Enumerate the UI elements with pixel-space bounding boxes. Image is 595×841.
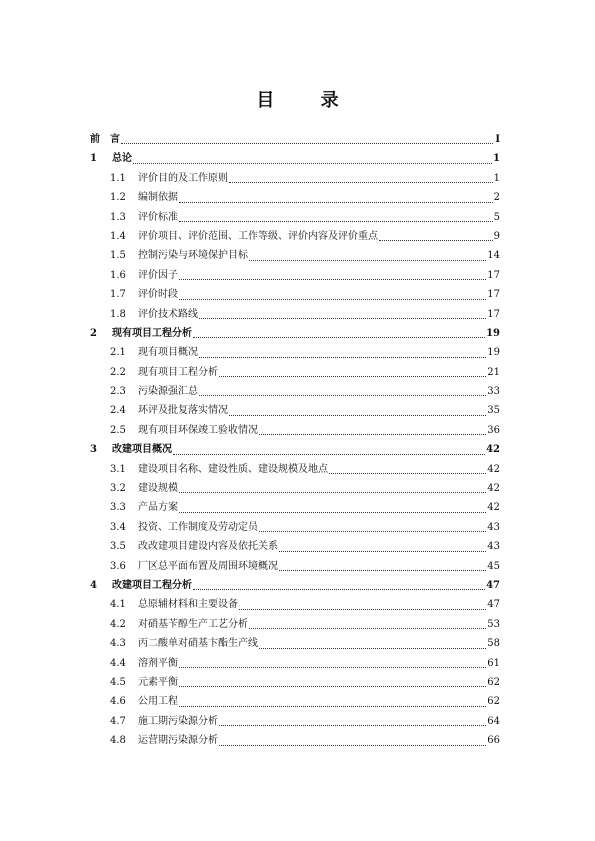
toc-entry-label: 改建项目概况 [112,444,172,456]
toc-entry-number: 4.4 [110,657,126,669]
toc-chapter-entry[interactable] [90,149,500,168]
toc-section-entry[interactable] [90,654,500,673]
dot-leader [193,336,485,338]
toc-entry-number: 1.4 [110,230,126,242]
toc-entry-label: 投资、工作制度及劳动定员 [138,521,258,533]
toc-entry-page-number: 36 [487,424,500,436]
toc-entry-number: 4.7 [110,715,126,727]
dot-leader [259,530,486,532]
toc-entry-number: 1 [90,153,97,165]
dot-leader [179,278,486,280]
toc-entry-page-number: 5 [493,211,500,223]
toc-entry-number: 1.3 [110,211,126,223]
toc-section-entry[interactable] [90,305,500,324]
toc-entry-page-number: 42 [487,483,500,495]
dot-leader [259,647,486,649]
dot-leader [239,608,486,610]
toc-section-entry[interactable] [90,285,500,304]
toc-section-entry[interactable] [90,615,500,634]
toc-entry-page-number: 66 [487,735,500,747]
toc-entry-page-number: 64 [487,715,500,727]
toc-entry-number: 2.3 [110,386,126,398]
toc-entry-number: 4.2 [110,618,126,630]
toc-entry-label: 评价技术路线 [138,308,198,320]
dot-leader [121,142,493,144]
toc-section-entry[interactable] [90,595,500,614]
table-of-contents [90,130,500,751]
toc-entry-page-number: 62 [487,696,500,708]
toc-entry-label: 施工期污染源分析 [138,715,218,727]
dot-leader [259,433,486,435]
dot-leader [229,181,493,183]
toc-entry-page-number: 47 [487,599,500,611]
toc-entry-page-number: 42 [486,444,500,456]
toc-entry-page-number: 19 [487,347,500,359]
toc-entry-number: 4.6 [110,696,126,708]
dot-leader [199,394,486,396]
toc-entry-label: 公用工程 [138,696,178,708]
toc-entry-label: 评价目的及工作原则 [138,172,228,184]
toc-section-entry[interactable] [90,731,500,750]
dot-leader [179,491,486,493]
toc-entry-number: 3.2 [110,483,126,495]
toc-section-entry[interactable] [90,421,500,440]
dot-leader [379,239,493,241]
dot-leader [179,666,486,668]
toc-entry-label: 改改建项目建设内容及依托关系 [138,541,278,553]
toc-entry-page-number: 19 [486,327,500,339]
toc-section-entry[interactable] [90,169,500,188]
toc-entry-label: 现有项目工程分析 [138,366,218,378]
dot-leader [329,472,486,474]
toc-entry-label: 评价时段 [138,289,178,301]
toc-entry-number: 1.7 [110,289,126,301]
toc-entry-page-number: 33 [487,386,500,398]
toc-entry-number: 3.1 [110,463,126,475]
toc-entry-label: 控制污染与环境保护目标 [138,250,248,262]
toc-entry-number: 3.6 [110,560,126,572]
toc-entry-page-number: 42 [487,502,500,514]
toc-entry-label: 评价标准 [138,211,178,223]
toc-entry-label: 污染源强汇总 [138,386,198,398]
toc-chapter-entry[interactable] [90,440,500,459]
toc-section-entry[interactable] [90,498,500,517]
toc-section-entry[interactable] [90,188,500,207]
page-title: 目 录 [256,90,359,111]
toc-entry-label: 溶剂平衡 [138,657,178,669]
toc-entry-label: 现有项目环保竣工验收情况 [138,424,258,436]
toc-entry-label: 编制依据 [138,192,178,204]
toc-entry-number: 2.1 [110,347,126,359]
toc-entry-number: 2.4 [110,405,126,417]
dot-leader [179,220,493,222]
toc-entry-label: 厂区总平面布置及周围环境概况 [138,560,278,572]
toc-section-entry[interactable] [90,227,500,246]
toc-section-entry[interactable] [90,673,500,692]
toc-section-entry[interactable] [90,692,500,711]
toc-entry-number: 2 [90,327,97,339]
toc-entry-page-number: 1 [493,153,500,165]
dot-leader [179,685,486,687]
toc-entry-label: 对硝基苄醇生产工艺分析 [138,618,248,630]
dot-leader [279,550,486,552]
toc-entry-page-number: 9 [493,230,500,242]
toc-section-entry[interactable] [90,557,500,576]
toc-entry-number: 1.6 [110,269,126,281]
toc-entry-page-number: 61 [487,657,500,669]
toc-entry-label: 产品方案 [138,502,178,514]
toc-entry-number: 3.4 [110,521,126,533]
toc-chapter-entry[interactable] [90,576,500,595]
toc-entry-page-number: 58 [487,638,500,650]
toc-entry-label: 现有项目概况 [138,347,198,359]
toc-entry-number: 4.3 [110,638,126,650]
toc-entry-page-number: 17 [487,269,500,281]
dot-leader [219,375,486,377]
toc-chapter-entry[interactable] [90,130,500,149]
toc-entry-label: 元素平衡 [138,676,178,688]
toc-entry-page-number: 1 [493,172,500,184]
dot-leader [199,317,486,319]
toc-entry-number: 1.2 [110,192,126,204]
dot-leader [179,511,486,513]
toc-entry-page-number: 21 [487,366,500,378]
toc-entry-page-number: 62 [487,676,500,688]
toc-chapter-entry[interactable] [90,324,500,343]
dot-leader [249,259,486,261]
dot-leader [279,569,486,571]
toc-section-entry[interactable] [90,363,500,382]
toc-section-entry[interactable] [90,479,500,498]
toc-section-entry[interactable] [90,518,500,537]
toc-entry-label: 建设项目名称、建设性质、建设规模及地点 [138,463,328,475]
toc-section-entry[interactable] [90,460,500,479]
toc-entry-number: 3.3 [110,502,126,514]
toc-section-entry[interactable] [90,401,500,420]
toc-entry-label: 环评及批复落实情况 [138,405,228,417]
toc-entry-page-number: 43 [487,541,500,553]
toc-entry-page-number: 17 [487,308,500,320]
toc-entry-number: 4.5 [110,676,126,688]
toc-section-entry[interactable] [90,634,500,653]
toc-section-entry[interactable] [90,537,500,556]
toc-entry-label: 现有项目工程分析 [112,327,192,339]
toc-entry-page-number: 47 [486,579,500,591]
dot-leader [179,201,493,203]
toc-section-entry[interactable] [90,382,500,401]
toc-entry-label: 建设规模 [138,483,178,495]
dot-leader [219,744,486,746]
dot-leader [219,724,486,726]
dot-leader [249,627,486,629]
toc-entry-page-number: 45 [487,560,500,572]
toc-entry-page-number: 2 [493,192,500,204]
toc-section-entry[interactable] [90,208,500,227]
toc-entry-number: 4.1 [110,599,126,611]
dot-leader [179,298,486,300]
toc-entry-page-number: 42 [487,463,500,475]
toc-entry-label: 总原辅材料和主要设备 [138,599,238,611]
toc-entry-number: 1.5 [110,250,126,262]
toc-entry-label: 改建项目工程分析 [112,579,192,591]
toc-section-entry[interactable] [90,343,500,362]
toc-entry-label: 前 言 [90,134,120,145]
toc-entry-number: 4.8 [110,735,126,747]
dot-leader [133,162,492,164]
toc-entry-number: 1.8 [110,308,126,320]
toc-section-entry[interactable] [90,266,500,285]
toc-entry-label: 运营期污染源分析 [138,735,218,747]
toc-entry-page-number: 43 [487,521,500,533]
dot-leader [193,588,485,590]
toc-entry-label: 总论 [112,153,132,165]
toc-entry-number: 3.5 [110,541,126,553]
toc-entry-number: 1.1 [110,172,126,184]
toc-entry-number: 2.2 [110,366,126,378]
toc-section-entry[interactable] [90,246,500,265]
toc-entry-page-number: 53 [487,618,500,630]
toc-entry-page-number: 14 [487,250,500,262]
toc-entry-page-number: I [495,134,500,145]
toc-entry-label: 丙二酸单对硝基卞酯生产线 [138,638,258,650]
toc-entry-page-number: 35 [487,405,500,417]
dot-leader [199,356,486,358]
toc-section-entry[interactable] [90,712,500,731]
dot-leader [229,414,486,416]
dot-leader [173,453,485,455]
toc-entry-number: 3 [90,444,97,456]
dot-leader [179,705,486,707]
toc-entry-label: 评价因子 [138,269,178,281]
toc-entry-page-number: 17 [487,289,500,301]
toc-entry-label: 评价项目、评价范围、工作等级、评价内容及评价重点 [138,230,378,242]
toc-entry-number: 2.5 [110,424,126,436]
toc-entry-number: 4 [90,579,97,591]
